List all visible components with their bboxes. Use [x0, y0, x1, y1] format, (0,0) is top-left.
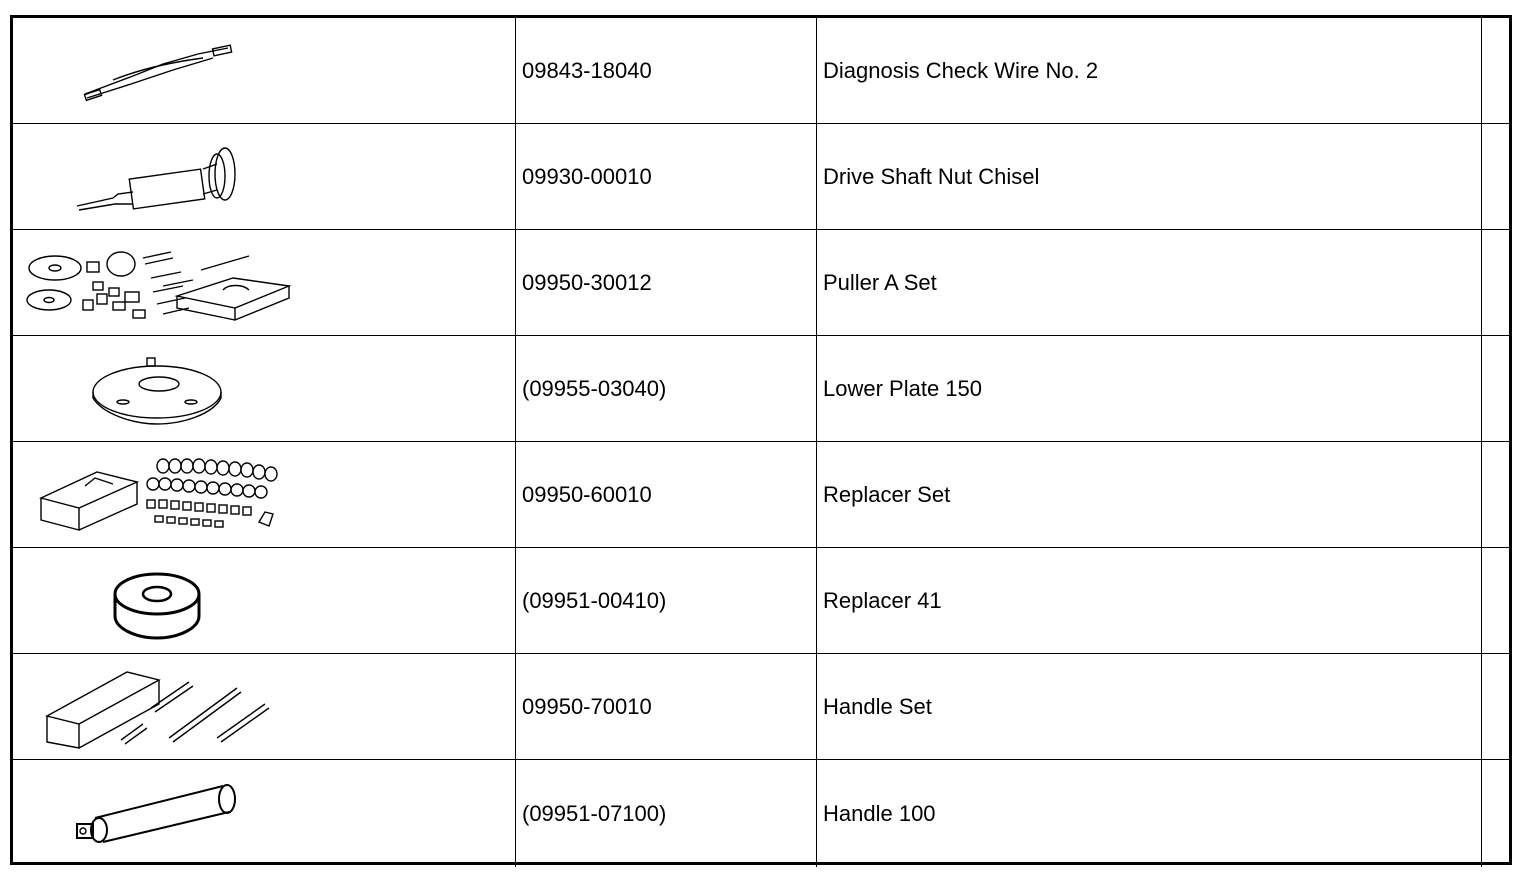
handle-set-icon — [13, 654, 516, 760]
tool-name: Handle 100 — [823, 800, 936, 826]
tool-illustration-cell — [13, 654, 516, 759]
handle-icon — [13, 760, 516, 866]
part-number-cell — [516, 336, 817, 441]
blank-cell — [1482, 336, 1509, 441]
table-row — [13, 548, 1509, 654]
tool-name: Lower Plate 150 — [823, 375, 982, 401]
table-row — [13, 230, 1509, 336]
tool-name-cell — [817, 230, 1482, 335]
table-row — [13, 336, 1509, 442]
tool-name-cell — [817, 336, 1482, 441]
puller-set-icon — [13, 230, 516, 336]
tool-name: Puller A Set — [823, 269, 937, 295]
tool-illustration-cell — [13, 18, 516, 123]
part-number: 09950-30012 — [522, 269, 652, 295]
part-number: (09955-03040) — [522, 375, 667, 401]
part-number: 09930-00010 — [522, 163, 652, 189]
tool-name: Replacer 41 — [823, 587, 942, 613]
table-row — [13, 442, 1509, 548]
tool-name-cell — [817, 442, 1482, 547]
part-number: (09951-00410) — [522, 587, 667, 613]
tool-name: Handle Set — [823, 693, 932, 719]
tool-illustration-cell — [13, 442, 516, 547]
table-row — [13, 654, 1509, 760]
part-number-cell — [516, 230, 817, 335]
blank-cell — [1482, 124, 1509, 229]
special-tools-table — [10, 15, 1512, 865]
part-number-cell — [516, 124, 817, 229]
tool-name: Replacer Set — [823, 481, 951, 507]
chisel-icon — [13, 124, 516, 230]
tool-name-cell — [817, 124, 1482, 229]
tool-name-cell — [817, 18, 1482, 123]
tool-illustration-cell — [13, 760, 516, 867]
replacer-set-icon — [13, 442, 516, 548]
part-number: 09950-60010 — [522, 481, 652, 507]
tool-name: Drive Shaft Nut Chisel — [823, 163, 1040, 189]
tool-illustration-cell — [13, 124, 516, 229]
blank-cell — [1482, 442, 1509, 547]
table-row — [13, 760, 1509, 867]
part-number-cell — [516, 18, 817, 123]
tool-illustration-cell — [13, 548, 516, 653]
part-number-cell — [516, 760, 817, 867]
table-row — [13, 18, 1509, 124]
part-number-cell — [516, 442, 817, 547]
part-number: (09951-07100) — [522, 800, 667, 826]
blank-cell — [1482, 760, 1509, 867]
tool-name-cell — [817, 548, 1482, 653]
part-number-cell — [516, 548, 817, 653]
tool-name-cell — [817, 760, 1482, 867]
blank-cell — [1482, 548, 1509, 653]
tool-illustration-cell — [13, 230, 516, 335]
part-number: 09950-70010 — [522, 693, 652, 719]
tool-name-cell — [817, 654, 1482, 759]
part-number: 09843-18040 — [522, 57, 652, 83]
lower-plate-icon — [13, 336, 516, 442]
diagnosis-check-wire-icon — [13, 18, 516, 124]
tool-name: Diagnosis Check Wire No. 2 — [823, 57, 1099, 83]
table-row — [13, 124, 1509, 230]
tool-illustration-cell — [13, 336, 516, 441]
replacer-ring-icon — [13, 548, 516, 654]
blank-cell — [1482, 18, 1509, 123]
part-number-cell — [516, 654, 817, 759]
blank-cell — [1482, 654, 1509, 759]
blank-cell — [1482, 230, 1509, 335]
